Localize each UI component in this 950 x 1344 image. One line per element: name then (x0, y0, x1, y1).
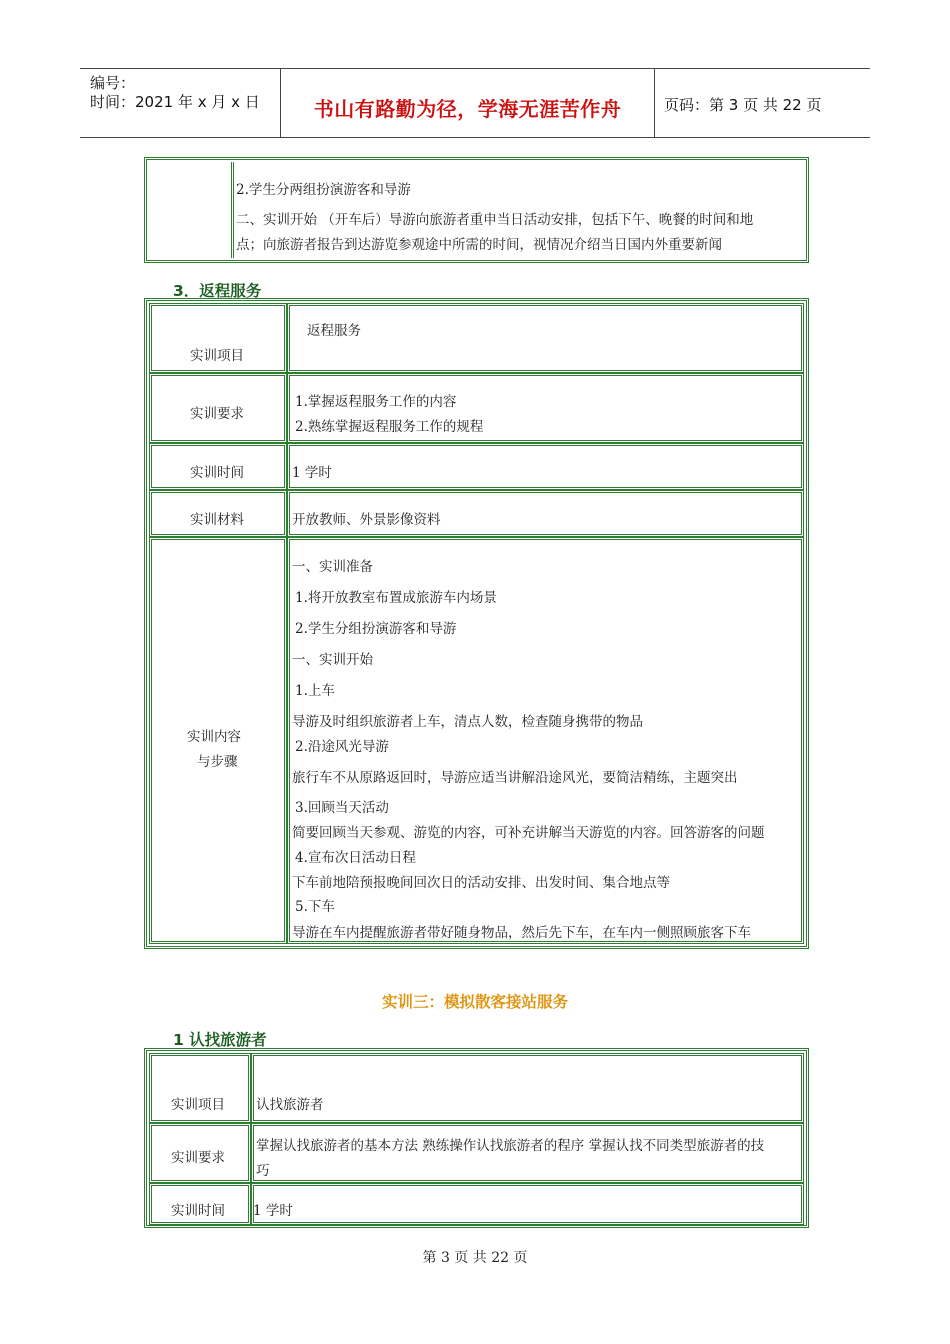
continuation-line: 二、实训开始 （开车后）导游向旅游者重申当日活动安排，包括下午、晚餐的时间和地 (236, 212, 754, 228)
training-title: 实训三：模拟散客接站服务 (381, 993, 568, 1011)
row-value: 1 学时 (253, 1203, 293, 1219)
step-line: 3.回顾当天活动 (295, 800, 389, 816)
row-value: 1 学时 (292, 465, 332, 481)
row-label: 与步骤 (197, 754, 238, 770)
step-line: 简要回顾当天参观、游览的内容，可补充讲解当天游览的内容。回答游客的问题 (292, 825, 765, 841)
return-service-table (144, 298, 809, 949)
document-date: 时间：2021 年 x 月 x 日 (90, 93, 260, 111)
row-value: 认找旅游者 (256, 1097, 324, 1113)
row-label: 实训时间 (171, 1203, 225, 1219)
value-cell (287, 443, 804, 490)
value-cell (251, 1183, 804, 1225)
row-label: 实训时间 (190, 465, 244, 481)
row-value-line: 2.熟练掌握返程服务工作的规程 (295, 419, 484, 435)
step-line: 4.宣布次日活动日程 (295, 850, 416, 866)
continuation-table (144, 157, 809, 263)
value-cell (287, 303, 804, 373)
step-line: 2.沿途风光导游 (295, 739, 389, 755)
header-page-cell (654, 69, 870, 137)
step-line: 2.学生分组扮演游客和导游 (295, 621, 457, 637)
document-number-label: 编号： (90, 74, 136, 92)
row-label: 实训要求 (171, 1150, 225, 1166)
header-page-info: 页码：第 3 页 共 22 页 (664, 96, 822, 114)
row-value: 返程服务 (307, 323, 361, 339)
row-label: 实训内容 (187, 729, 241, 745)
continuation-line: 2.学生分两组扮演游客和导游 (236, 182, 411, 198)
row-label: 实训材料 (190, 512, 244, 528)
value-cell (251, 1053, 804, 1123)
step-line: 一、实训准备 (292, 559, 373, 575)
row-value-line: 巧 (256, 1163, 270, 1179)
find-tourist-table (144, 1048, 809, 1228)
header-motto-cell (280, 69, 655, 137)
step-line: 导游在车内提醒旅游者带好随身物品，然后先下车，在车内一侧照顾旅客下车 (292, 925, 751, 941)
step-line: 1.将开放教室布置成旅游车内场景 (295, 590, 497, 606)
page-footer: 第 3 页 共 22 页 (422, 1250, 528, 1266)
page-header (80, 68, 870, 138)
step-line: 1.上车 (295, 683, 335, 699)
section-title: 3．返程服务 (173, 282, 262, 300)
header-meta-cell (80, 69, 280, 137)
step-line: 旅行车不从原路返回时，导游应适当讲解沿途风光，要简洁精练，主题突出 (292, 770, 738, 786)
row-label: 实训项目 (171, 1097, 225, 1113)
step-line: 5.下车 (295, 899, 335, 915)
row-label: 实训要求 (190, 406, 244, 422)
step-line: 下车前地陪预报晚间回次日的活动安排、出发时间、集合地点等 (292, 875, 670, 891)
row-label: 实训项目 (190, 348, 244, 364)
row-value: 开放教师、外景影像资料 (292, 512, 441, 528)
continuation-line: 点；向旅游者报告到达游览参观途中所需的时间，视情况介绍当日国内外重要新闻 (236, 237, 722, 253)
row-value-line: 1.掌握返程服务工作的内容 (295, 394, 457, 410)
step-line: 一、实训开始 (292, 652, 373, 668)
step-line: 导游及时组织旅游者上车，清点人数，检查随身携带的物品 (292, 714, 643, 730)
row-value-line: 掌握认找旅游者的基本方法 熟练操作认找旅游者的程序 掌握认找不同类型旅游者的技 (256, 1138, 765, 1154)
section-title: 1 认找旅游者 (173, 1031, 267, 1049)
header-motto: 书山有路勤为径，学海无涯苦作舟 (313, 97, 622, 121)
